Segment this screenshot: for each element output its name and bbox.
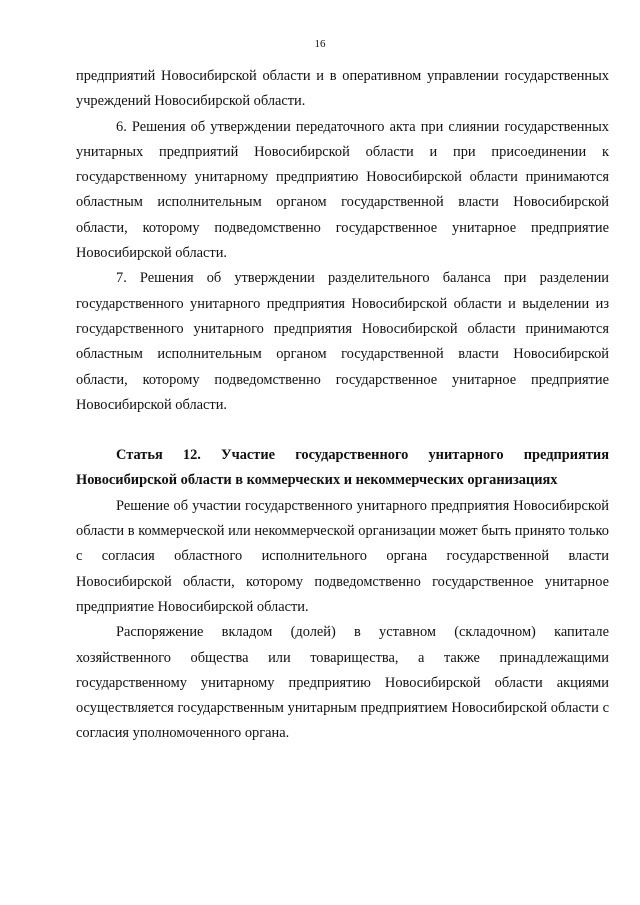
page-number: 16 [314,38,326,50]
paragraph-participation-decision: Решение об участии государственного унитарного предприятия Новосибирской области в коммерческой или некоммерческой организации может быть принято только с согласия областного исполнительного органа государственной власти Новосибирской области, которому подведомственно государственное унитарное предприятие Новосибирской области. [76,497,609,615]
paragraph-item-7: 7. Решения об утверждении разделительного баланса при разделении государственного унитарного предприятия Новосибирской области и выделении из государственного унитарного предприятия Новосибирской области принимаются областным исполнительным органом государственной власти Новосибирской области, которому подведомственно государственное унитарное предприятие Новосибирской области. [76,270,609,413]
paragraph-item-6: 6. Решения об утверждении передаточного акта при слиянии государственных унитарных предприятий Новосибирской области и при присоединении к государственному унитарному предприятию Новосибирской области принимаются областным исполнительным органом государственной власти Новосибирской области, которому подведомственно государственное унитарное предприятие Новосибирской области. [76,118,609,262]
spacer [76,418,609,443]
article-12-heading: Статья 12. Участие государственного унитарного предприятия Новосибирской области в коммерческих и некоммерческих организациях [76,447,609,489]
paragraph-disposal-of-stake: Распоряжение вкладом (долей) в уставном (складочном) капитале хозяйственного общества или товарищества, а также принадлежащими государственному унитарному предприятию Новосибирской области акциями осуществляется государственным унитарным предприятием Новосибирской области с согласия уполномоченного органа. [76,624,609,742]
document-body [76,64,609,747]
paragraph-continuation: предприятий Новосибирской области и в оперативном управлении государственных учреждений Новосибирской области. [76,68,609,110]
